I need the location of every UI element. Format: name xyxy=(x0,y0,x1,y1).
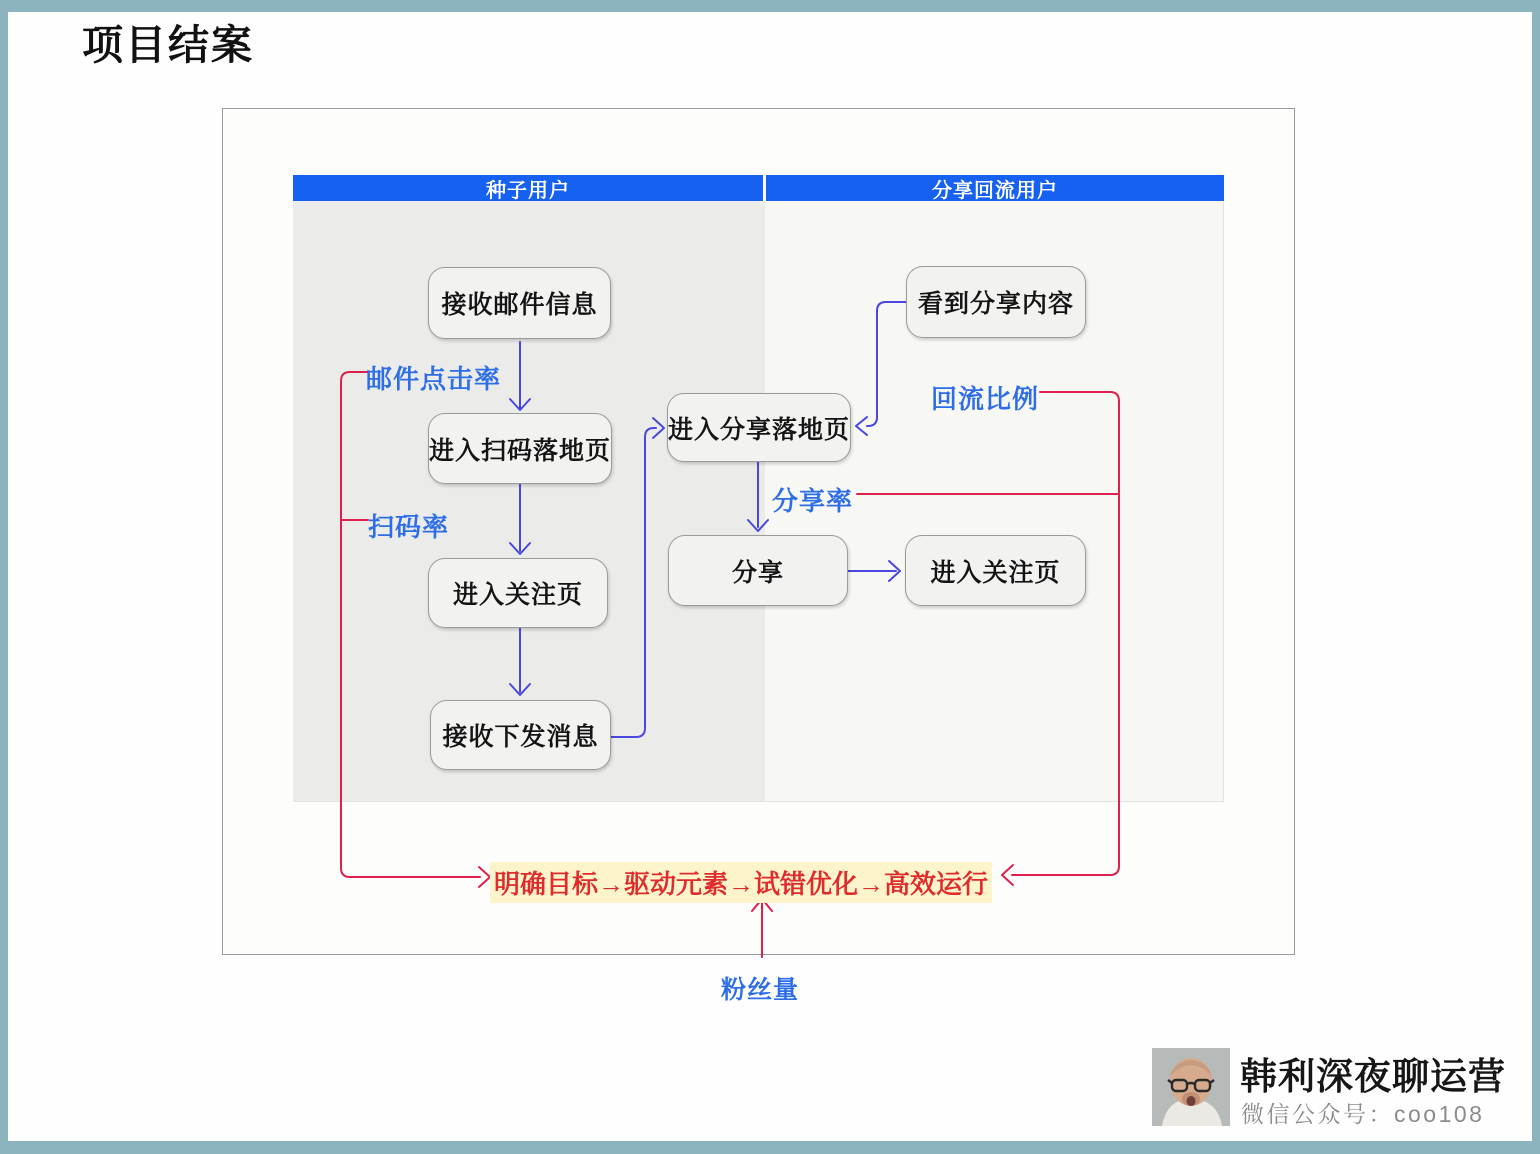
formula-banner: 明确目标→驱动元素→试错优化→高效运行 xyxy=(490,862,992,903)
node-follow-page-right: 进入关注页 xyxy=(905,535,1086,606)
lane-header-seed-users: 种子用户 xyxy=(293,175,763,201)
arrow-push-to-sharelanding-line xyxy=(611,428,656,737)
author-wechat-account: 微信公众号：coo108 xyxy=(1241,1101,1485,1127)
lane-header-share-return-users: 分享回流用户 xyxy=(766,175,1224,201)
node-share: 分享 xyxy=(668,535,848,606)
page-title: 项目结案 xyxy=(82,22,254,68)
node-see-share-content: 看到分享内容 xyxy=(906,266,1086,338)
node-scan-landing: 进入扫码落地页 xyxy=(428,413,612,484)
metric-share-rate: 分享率 xyxy=(772,486,854,516)
node-share-landing: 进入分享落地页 xyxy=(667,393,851,462)
redline-returnratio-to-formula xyxy=(1012,392,1119,875)
arrow-seeshare-to-sharelanding-head xyxy=(856,417,867,435)
author-avatar xyxy=(1152,1048,1230,1126)
arrow-seeshare-to-sharelanding-line xyxy=(867,302,906,426)
metric-fans-count: 粉丝量 xyxy=(721,976,800,1004)
node-follow-page-left: 进入关注页 xyxy=(428,558,608,628)
metric-return-ratio: 回流比例 xyxy=(931,384,1040,414)
metric-email-click-rate: 邮件点击率 xyxy=(366,364,502,394)
node-receive-email: 接收邮件信息 xyxy=(428,267,611,339)
metric-scan-rate: 扫码率 xyxy=(368,512,450,542)
node-receive-push: 接收下发消息 xyxy=(430,700,611,770)
author-name: 韩利深夜聊运营 xyxy=(1240,1056,1506,1097)
